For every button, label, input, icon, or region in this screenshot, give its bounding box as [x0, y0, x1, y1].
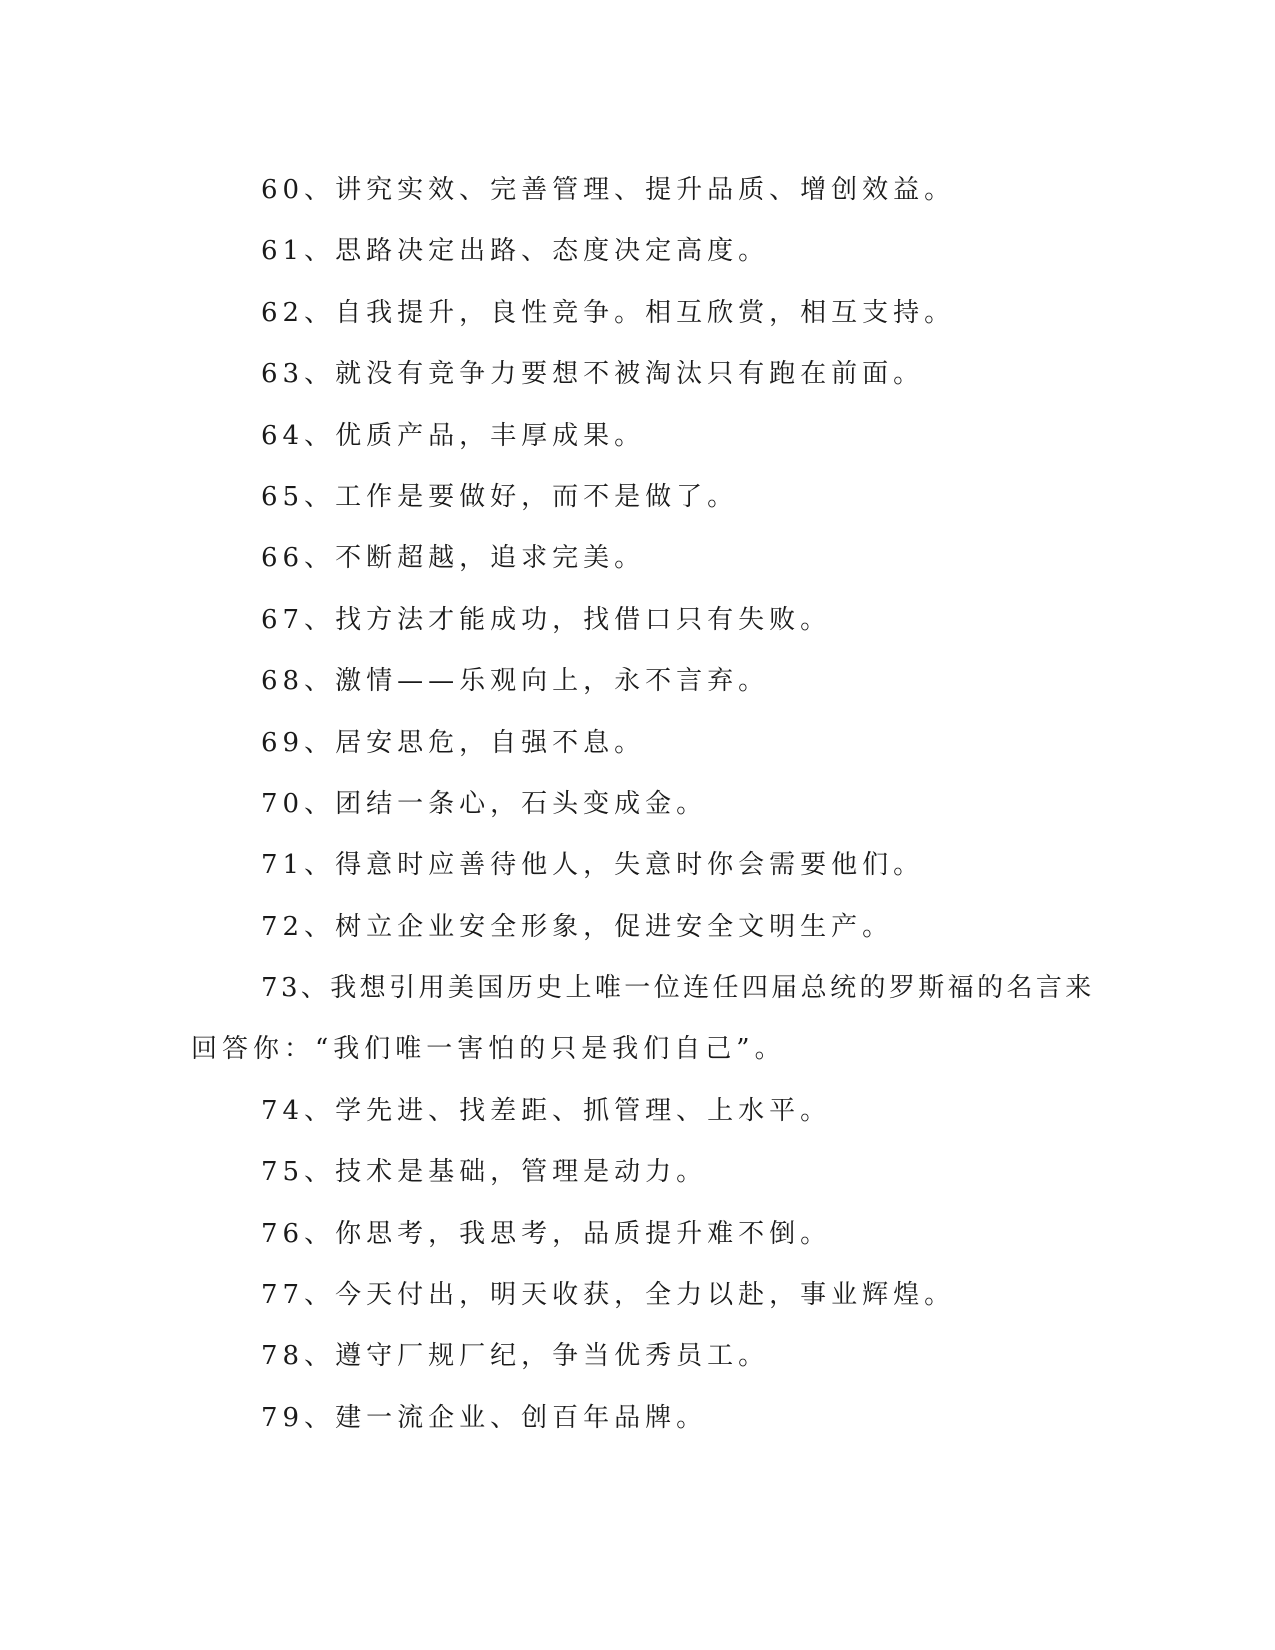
slogan-74: [191, 1081, 1086, 1142]
slogan-75: [191, 1142, 1086, 1203]
slogan-text: 回答你：“我们唯一害怕的只是我们自己”。: [191, 1034, 786, 1065]
slogan-71: [191, 835, 1086, 896]
slogan-62: [191, 283, 1086, 344]
slogan-79: [191, 1388, 1086, 1449]
slogan-67: [191, 590, 1086, 651]
slogan-72: [191, 897, 1086, 958]
slogan-text: 75、技术是基础，管理是动力。: [261, 1157, 708, 1188]
slogan-60: [191, 160, 1086, 221]
slogan-text: 67、找方法才能成功，找借口只有失败。: [261, 604, 832, 635]
slogan-text: 78、遵守厂规厂纪，争当优秀员工。: [261, 1341, 770, 1372]
slogan-text: 62、自我提升，良性竞争。相互欣赏，相互支持。: [261, 297, 956, 328]
slogan-text: 72、树立企业安全形象，促进安全文明生产。: [261, 911, 894, 942]
slogan-78: [191, 1326, 1086, 1387]
slogan-text: 65、工作是要做好，而不是做了。: [261, 481, 739, 512]
slogan-76: [191, 1204, 1086, 1265]
slogan-text: 71、得意时应善待他人，失意时你会需要他们。: [261, 850, 925, 881]
slogan-text: 69、居安思危，自强不息。: [261, 727, 646, 758]
slogan-63: [191, 344, 1086, 405]
slogan-77: [191, 1265, 1086, 1326]
slogan-text: 63、就没有竞争力要想不被淘汰只有跑在前面。: [261, 359, 925, 390]
slogan-69: [191, 713, 1086, 774]
slogan-text: 70、团结一条心，石头变成金。: [261, 788, 708, 819]
slogan-text: 66、不断超越，追求完美。: [261, 543, 646, 574]
slogan-list: [191, 160, 1095, 1449]
slogan-text: 64、优质产品，丰厚成果。: [261, 420, 646, 451]
slogan-text: 60、讲究实效、完善管理、提升品质、增创效益。: [261, 175, 956, 205]
slogan-text: 79、建一流企业、创百年品牌。: [261, 1402, 708, 1433]
slogan-73: [191, 958, 1095, 1019]
slogan-61: [191, 221, 1086, 282]
slogan-66: [191, 528, 1086, 589]
slogan-text: 73、我想引用美国历史上唯一位连任四届总统的罗斯福的名言来: [261, 973, 1095, 1004]
slogan-64: [191, 406, 1086, 467]
slogan-text: 61、思路决定出路、态度决定高度。: [261, 236, 770, 267]
slogan-text: 77、今天付出，明天收获，全力以赴，事业辉煌。: [261, 1280, 956, 1311]
slogan-70: [191, 774, 1086, 835]
slogan-text: 68、激情——乐观向上，永不言弃。: [261, 666, 770, 697]
slogan-65: [191, 467, 1086, 528]
slogan-73-continuation: [191, 1019, 1086, 1080]
slogan-text: 74、学先进、找差距、抓管理、上水平。: [261, 1095, 832, 1126]
slogan-text: 76、你思考，我思考，品质提升难不倒。: [261, 1218, 832, 1249]
slogan-68: [191, 651, 1086, 712]
